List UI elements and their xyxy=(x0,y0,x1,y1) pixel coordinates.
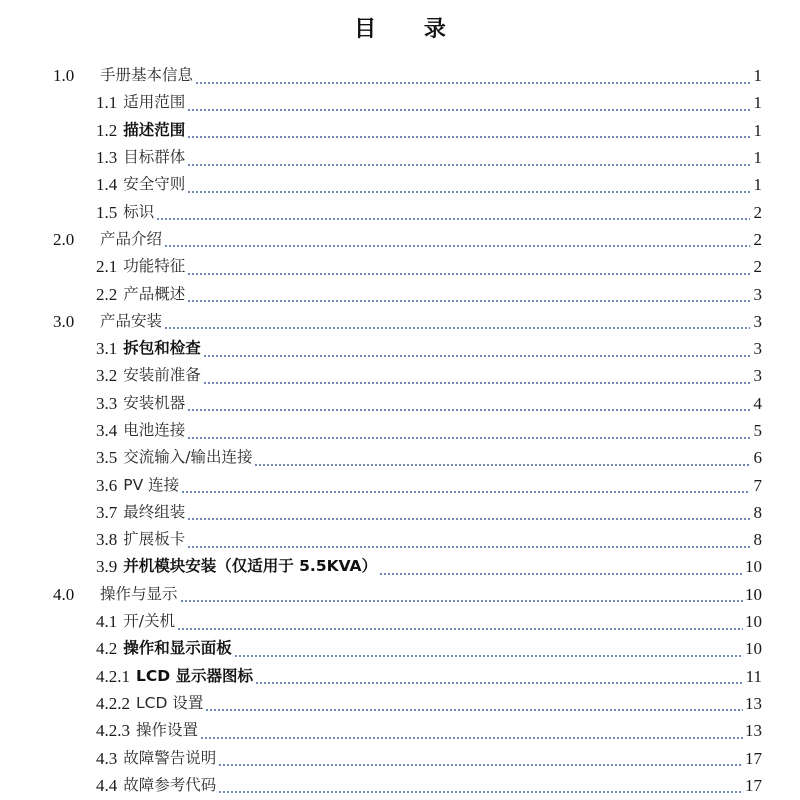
dot-leader xyxy=(218,764,743,766)
entry-page: 13 xyxy=(745,721,762,741)
toc-entry-4-2-3[interactable] xyxy=(0,717,800,744)
toc-entry-1-0[interactable] xyxy=(0,62,800,89)
toc-entry-2-2[interactable] xyxy=(0,280,800,307)
entry-page: 4 xyxy=(753,393,762,413)
toc-entry-3-9[interactable] xyxy=(0,553,800,580)
entry-title: 最终组装 xyxy=(123,502,186,521)
toc-entry-4-3[interactable] xyxy=(0,744,800,771)
dot-leader xyxy=(187,518,750,520)
toc-entry-4-0[interactable] xyxy=(0,581,800,608)
entry-page: 3 xyxy=(753,339,762,359)
entry-number: 2.1 xyxy=(96,257,118,277)
entry-number: 4.1 xyxy=(96,612,118,632)
dot-leader xyxy=(187,546,750,548)
dot-leader xyxy=(379,573,743,575)
entry-title: 交流输入/输出连接 xyxy=(123,448,253,467)
entry-title: 拆包和检查 xyxy=(123,339,201,358)
entry-number: 1.3 xyxy=(96,148,118,168)
entry-title: 操作与显示 xyxy=(100,584,178,603)
entry-number: 1.4 xyxy=(96,175,118,195)
entry-title: 手册基本信息 xyxy=(100,66,194,85)
dot-leader xyxy=(187,136,750,138)
dot-leader xyxy=(177,628,743,630)
entry-number: 2.0 xyxy=(53,229,75,249)
entry-title: LCD 显示器图标 xyxy=(136,666,254,685)
entry-number: 3.0 xyxy=(53,311,75,331)
entry-page: 10 xyxy=(745,584,762,604)
entry-page: 3 xyxy=(753,311,762,331)
dot-leader xyxy=(187,164,750,166)
entry-title: 安全守则 xyxy=(123,175,186,194)
toc-entry-2-1[interactable] xyxy=(0,253,800,280)
toc-entry-4-4[interactable] xyxy=(0,772,800,799)
toc-entry-3-2[interactable] xyxy=(0,362,800,389)
entry-number: 4.2.2 xyxy=(96,693,130,713)
toc-entry-1-2[interactable] xyxy=(0,117,800,144)
toc-entry-3-1[interactable] xyxy=(0,335,800,362)
entry-number: 4.4 xyxy=(96,775,118,795)
dot-leader xyxy=(187,409,750,411)
entry-number: 4.2.3 xyxy=(96,721,130,741)
entry-page: 2 xyxy=(753,202,762,222)
dot-leader xyxy=(164,245,750,247)
dot-leader xyxy=(200,737,743,739)
entry-number: 3.6 xyxy=(96,475,118,495)
entry-page: 17 xyxy=(745,775,762,795)
dot-leader xyxy=(203,355,750,357)
entry-title: 并机模块安装（仅适用于 5.5KVA） xyxy=(123,557,378,576)
entry-number: 3.7 xyxy=(96,502,118,522)
toc-entry-3-6[interactable] xyxy=(0,471,800,498)
entry-number: 4.2 xyxy=(96,639,118,659)
dot-leader xyxy=(205,709,743,711)
entry-number: 3.3 xyxy=(96,393,118,413)
entry-page: 1 xyxy=(753,175,762,195)
entry-number: 3.1 xyxy=(96,339,118,359)
entry-title: 描述范围 xyxy=(123,120,186,139)
entry-page: 5 xyxy=(753,421,762,440)
entry-title: 操作和显示面板 xyxy=(123,639,232,658)
entry-page: 2 xyxy=(753,229,762,249)
entry-title: 产品介绍 xyxy=(100,229,163,248)
toc-entry-3-7[interactable] xyxy=(0,499,800,526)
toc-entry-4-1[interactable] xyxy=(0,608,800,635)
entry-title: 安装机器 xyxy=(123,393,186,412)
dot-leader xyxy=(203,382,750,384)
entry-title: LCD 设置 xyxy=(136,693,204,712)
entry-page: 13 xyxy=(745,693,762,713)
dot-leader xyxy=(234,655,743,657)
entry-title: 安装前准备 xyxy=(123,366,201,385)
entry-number: 4.2.1 xyxy=(96,666,130,686)
toc-entry-1-3[interactable] xyxy=(0,144,800,171)
entry-title: 目标群体 xyxy=(123,148,186,167)
entry-title: 故障参考代码 xyxy=(123,775,217,794)
entry-number: 3.2 xyxy=(96,366,118,386)
entry-number: 3.4 xyxy=(96,421,118,440)
entry-page: 8 xyxy=(753,502,762,522)
entry-title: 电池连接 xyxy=(123,421,186,439)
entry-number: 3.5 xyxy=(96,448,118,468)
entry-page: 3 xyxy=(753,284,762,304)
dot-leader xyxy=(187,273,750,275)
entry-title: PV 连接 xyxy=(123,475,180,494)
toc-entry-4-2[interactable] xyxy=(0,635,800,662)
toc-entry-4-2-2[interactable] xyxy=(0,690,800,717)
entry-title: 故障警告说明 xyxy=(123,748,217,767)
entry-title: 产品安装 xyxy=(100,311,163,330)
dot-leader xyxy=(187,109,750,111)
entry-number: 2.2 xyxy=(96,284,118,304)
entry-page: 1 xyxy=(753,66,762,86)
dot-leader xyxy=(156,218,750,220)
entry-number: 3.8 xyxy=(96,530,118,550)
toc-entry-3-3[interactable] xyxy=(0,390,800,417)
entry-page: 2 xyxy=(753,257,762,277)
table-of-contents xyxy=(0,62,800,799)
entry-number: 1.0 xyxy=(53,66,75,86)
entry-title: 扩展板卡 xyxy=(123,530,186,549)
entry-page: 1 xyxy=(753,120,762,140)
entry-title: 标识 xyxy=(123,202,155,221)
dot-leader xyxy=(187,300,750,302)
entry-title: 操作设置 xyxy=(136,721,199,740)
entry-number: 1.5 xyxy=(96,202,118,222)
toc-entry-2-0[interactable] xyxy=(0,226,800,253)
dot-leader xyxy=(255,682,744,684)
dot-leader xyxy=(180,600,743,602)
toc-entry-3-5[interactable] xyxy=(0,444,800,471)
entry-number: 4.3 xyxy=(96,748,118,768)
entry-page: 8 xyxy=(753,530,762,550)
entry-number: 1.1 xyxy=(96,93,118,113)
dot-leader xyxy=(218,791,743,793)
toc-entry-3-4[interactable] xyxy=(0,417,800,444)
entry-page: 6 xyxy=(753,448,762,468)
page-title: 目 录 xyxy=(354,17,466,42)
dot-leader xyxy=(195,82,750,84)
dot-leader xyxy=(164,327,750,329)
entry-number: 1.2 xyxy=(96,120,118,140)
entry-page: 1 xyxy=(753,148,762,168)
toc-entry-1-5[interactable] xyxy=(0,198,800,225)
entry-number: 4.0 xyxy=(53,584,75,604)
toc-entry-3-0[interactable] xyxy=(0,308,800,335)
entry-number: 3.9 xyxy=(96,557,118,577)
dot-leader xyxy=(181,491,750,493)
entry-page: 17 xyxy=(745,748,762,768)
entry-title: 开/关机 xyxy=(123,612,175,631)
entry-page: 7 xyxy=(753,475,762,495)
toc-entry-4-2-1[interactable] xyxy=(0,663,800,690)
toc-entry-1-4[interactable] xyxy=(0,171,800,198)
entry-title: 产品概述 xyxy=(123,284,186,303)
toc-entry-1-1[interactable] xyxy=(0,89,800,116)
entry-page: 10 xyxy=(745,557,762,577)
entry-title: 功能特征 xyxy=(123,257,186,276)
entry-page: 11 xyxy=(745,666,762,686)
dot-leader xyxy=(254,464,750,466)
entry-page: 10 xyxy=(745,639,762,659)
toc-entry-3-8[interactable] xyxy=(0,526,800,553)
entry-page: 10 xyxy=(745,612,762,632)
dot-leader xyxy=(187,191,750,193)
entry-page: 1 xyxy=(753,93,762,113)
dot-leader xyxy=(187,437,750,439)
entry-page: 3 xyxy=(753,366,762,386)
entry-title: 适用范围 xyxy=(123,93,186,112)
